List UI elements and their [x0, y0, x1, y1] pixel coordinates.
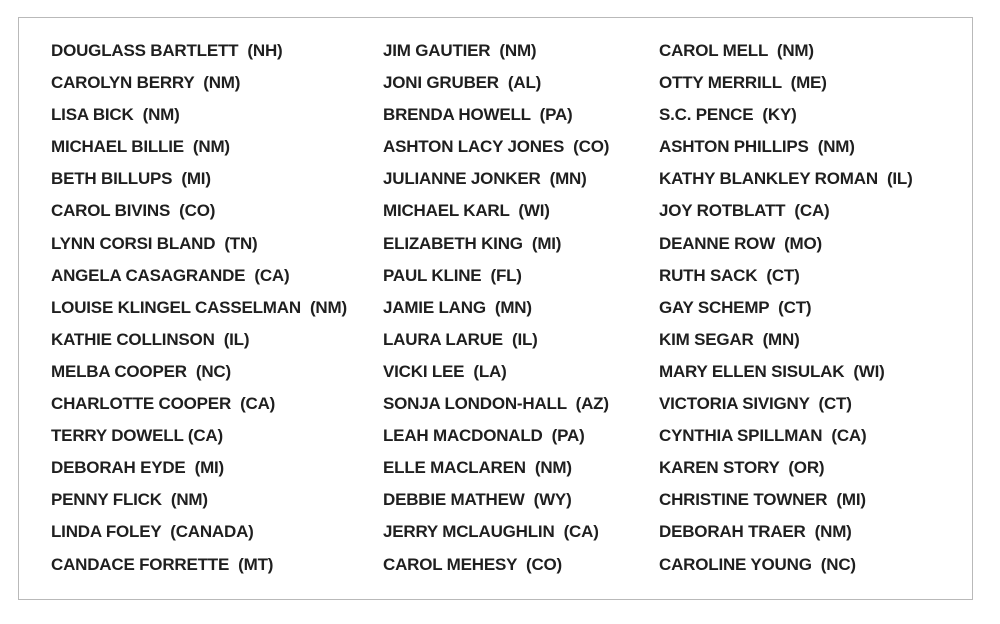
name-entry: LAURA LARUE (IL) — [383, 329, 538, 349]
name-entry: MICHAEL KARL (WI) — [383, 201, 550, 221]
name-entry: LOUISE KLINGEL CASSELMAN (NM) — [51, 297, 347, 317]
name-entry: VICTORIA SIVIGNY (CT) — [659, 394, 852, 414]
name-entry: JULIANNE JONKER (MN) — [383, 169, 587, 189]
name-entry: CAROLYN BERRY (NM) — [51, 73, 241, 93]
name-entry: DEANNE ROW (MO) — [659, 233, 823, 253]
name-entry: DEBORAH TRAER (NM) — [659, 522, 852, 542]
name-entry: GAY SCHEMP (CT) — [659, 297, 812, 317]
name-entry: KATHIE COLLINSON (IL) — [51, 329, 250, 349]
name-entry: CAROL BIVINS (CO) — [51, 201, 216, 221]
name-list-frame — [18, 17, 973, 600]
name-entry: MICHAEL BILLIE (NM) — [51, 137, 230, 157]
name-entry: ASHTON LACY JONES (CO) — [383, 137, 610, 157]
name-entry: S.C. PENCE (KY) — [659, 105, 797, 125]
name-entry: DEBORAH EYDE (MI) — [51, 458, 225, 478]
name-entry: KAREN STORY (OR) — [659, 458, 825, 478]
name-entry: BETH BILLUPS (MI) — [51, 169, 211, 189]
name-entry: RUTH SACK (CT) — [659, 265, 800, 285]
name-entry: JIM GAUTIER (NM) — [383, 41, 537, 60]
name-entry: CHARLOTTE COOPER (CA) — [51, 394, 276, 414]
name-column-1 — [51, 40, 347, 586]
name-entry: JERRY MCLAUGHLIN (CA) — [383, 522, 599, 542]
name-entry: LISA BICK (NM) — [51, 105, 180, 125]
name-entry: DOUGLASS BARTLETT (NH) — [51, 41, 283, 60]
name-entry: CYNTHIA SPILLMAN (CA) — [659, 426, 867, 446]
name-entry: CAROL MELL (NM) — [659, 41, 814, 60]
name-entry: SONJA LONDON-HALL (AZ) — [383, 394, 609, 414]
name-entry: CAROL MEHESY (CO) — [383, 554, 563, 574]
name-entry: MARY ELLEN SISULAK (WI) — [659, 361, 885, 381]
name-entry: OTTY MERRILL (ME) — [659, 73, 827, 93]
name-entry: BRENDA HOWELL (PA) — [383, 105, 573, 125]
name-entry: CAROLINE YOUNG (NC) — [659, 554, 856, 574]
name-entry: CANDACE FORRETTE (MT) — [51, 554, 274, 574]
name-entry: KATHY BLANKLEY ROMAN (IL) — [659, 169, 913, 189]
name-entry: JAMIE LANG (MN) — [383, 297, 532, 317]
name-entry: JOY ROTBLATT (CA) — [659, 201, 830, 221]
name-entry: ANGELA CASAGRANDE (CA) — [51, 265, 290, 285]
name-entry: LINDA FOLEY (CANADA) — [51, 522, 254, 542]
name-entry: DEBBIE MATHEW (WY) — [383, 490, 572, 510]
name-entry: LEAH MACDONALD (PA) — [383, 426, 585, 446]
name-entry: ELLE MACLAREN (NM) — [383, 458, 572, 478]
name-column-2 — [383, 40, 609, 586]
name-entry: KIM SEGAR (MN) — [659, 329, 800, 349]
name-entry: PENNY FLICK (NM) — [51, 490, 208, 510]
name-entry: MELBA COOPER (NC) — [51, 361, 231, 381]
name-entry: ELIZABETH KING (MI) — [383, 233, 562, 253]
name-entry: PAUL KLINE (FL) — [383, 265, 522, 285]
name-column-3 — [659, 40, 913, 586]
name-entry: ASHTON PHILLIPS (NM) — [659, 137, 855, 157]
name-entry: VICKI LEE (LA) — [383, 361, 507, 381]
name-entry: LYNN CORSI BLAND (TN) — [51, 233, 258, 253]
name-entry: TERRY DOWELL (CA) — [51, 426, 223, 446]
name-entry: CHRISTINE TOWNER (MI) — [659, 490, 866, 510]
name-entry: JONI GRUBER (AL) — [383, 73, 542, 93]
